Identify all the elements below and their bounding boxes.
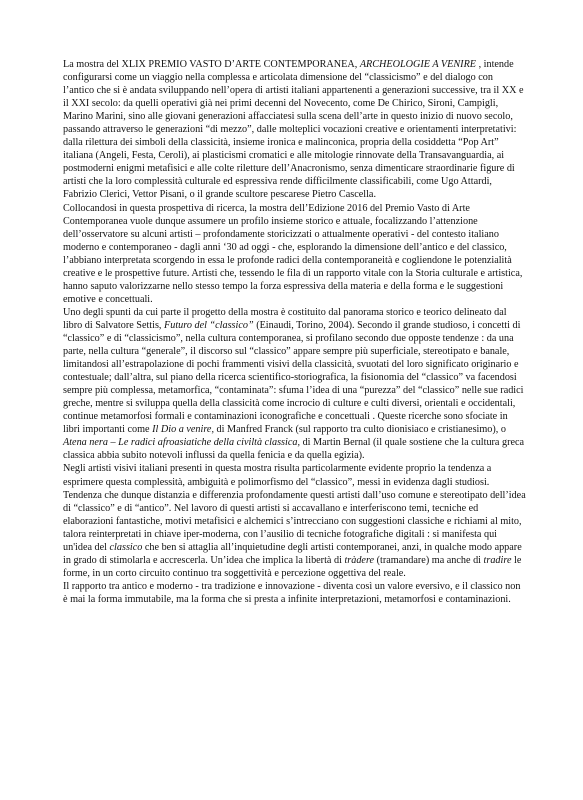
text-run: di Martin Bernal (il quale sostiene che la cultura greca classica abbia subito notevoli influssi da quella fenicia e da quella egizia). — [63, 437, 525, 462]
paragraph-settis — [63, 306, 526, 463]
italic-text-run: classico — [109, 541, 143, 553]
text-run: La mostra del XLIX PREMIO VASTO D’ARTE CONTEMPORANEA, — [63, 59, 360, 70]
italic-text-run: tràdere — [344, 554, 375, 566]
text-run: Negli artisti visivi italiani presenti in questa mostra risulta particolarmente evidente proprio la tendenza a esprimere questa complessità, ambiguità e polimorfismo del “classico”, messi in evidenza dagli studiosi. Tendenza che dunque distanzia e differenzia profondamente questi artisti dall’uso comune e stereotipato dell’idea di “classico” e di “antico”. Nel lavoro di questi artisti si accavallano e interferiscono temi, tecniche ed elaborazioni fantastiche, motivi metafisici e alchemici s’intrecciano con suggestioni classiche e richiami al mito, talora reinterpretati in chiave iper-moderna, con l’ausilio di tecniche fotografiche digitali : si manifesta qui un'idea del — [63, 463, 526, 553]
text-run: di Manfred Franck (sul rapporto tra culto dionisiaco e cristianesimo), o — [214, 424, 506, 436]
document-page — [63, 58, 526, 606]
text-run: , intende configurarsi come un viaggio nella complessa e articolata dimensione del “classicismo” e del dialogo con l’antico che si è andata sviluppando nell’opera di artisti italiani appartenenti a generazioni successive, tra il XX e il XXI secolo: da quelli operativi già nei primi decenni del Novecento, come De Chirico, Sironi, Campigli, Marino Marini, sino alle giovani generazioni affacciatesi sulla scena dell’arte in questo inizio di nuovo secolo, passando attraverso le generazioni “di mezzo”, dalle molteplici vocazioni creative e orientamenti interpretativi: dalla rilettura dei simboli della classicità, insieme ironica e malinconica, propria della cosiddetta “Pop Art” italiana (Angeli, Festa, Ceroli), ai plasticismi cromatici e alle mitologie rinnovate della Transavanguardia, ai postmoderni enigmi metafisici e alle colte riletture dell’Anacronismo, senza dimenticare straordinarie figure di artisti che la loro complessità culturale ed espressiva rende difficilmente classificabili, come Ugo Attardi, Fabrizio Clerici, Vettor Pisani, o il grande scultore pescarese Pietro Cascella. — [63, 59, 524, 201]
text-run: Uno degli spunti da cui parte il progetto della mostra è costituito dal panorama storico e teorico delineato dal libro di Salvatore Settis, — [63, 306, 507, 331]
italic-text-run: Il Dio a venire, — [152, 424, 214, 436]
text-run: Il rapporto tra antico e moderno - tra tradizione e innovazione - diventa così un valore eversivo, e il classico non è mai la forma immutabile, ma la forma che si presta a infinite interpretazioni, metamorfosi e contaminazioni. — [63, 580, 521, 605]
paragraph-intro — [63, 58, 526, 202]
text-run: che ben si attaglia all’inquietudine degli artisti contemporanei, anzi, in qualche modo appare in grado di stimolarla e accrescerla. Un’idea che implica la libertà di — [63, 541, 522, 566]
text-run: (Einaudi, Torino, 2004). Secondo il grande studioso, i concetti di “classico” e di “classicismo”, nella cultura contemporanea, si profilano secondo due opposte tendenze : da una parte, nella cultura “generale”, il discorso sul “classico” appare sempre più superficiale, stereotipato e banale, limitandosi all’estrapolazione di pochi frammenti visivi della classicità, svuotati del loro significato originario e contestuale; dall’altra, sul piano della ricerca scientifico-storiografica, la fisionomia del “classico” va facendosi sempre più complessa, metamorfica, “contaminata”: sfuma l’idea di una “purezza” del “classico” nelle sue radici greche, mentre si sviluppa quella della classicità come incrocio di culture e culti diversi, orientali e occidentali, continue metamorfosi formali e contaminazioni iconografiche e concettuali . Queste ricerche sono sfociate in libri importanti come — [63, 319, 524, 436]
italic-text-run: Atena nera – Le radici afroasiatiche della civiltà classica, — [63, 437, 301, 449]
paragraph-artists — [63, 462, 526, 579]
text-run: Collocandosi in questa prospettiva di ricerca, la mostra dell’Edizione 2016 del Premio Vasto di Arte Contemporanea vuole dunque assumere un profilo insieme storico e attuale, focalizzando l’attenzione dell’osservatore su alcuni artisti – profondamente storicizzati o attualmente operativi - del contesto italiano moderno e contemporaneo - dagli anni ‘30 ad oggi - che, esplorando la dimensione dell’antico e del classico, l’abbiano interpretata scorgendo in essa le profonde radici della contemporaneità e cogliendone le potenzialità creative e le prospettive future. Artisti che, tessendo le fila di un rapporto vitale con la Storia culturale e artistica, hanno saputo valorizzarne nello stesso tempo la forza espressiva della materia e della forma e le suggestioni emotive e concettuali. — [63, 202, 523, 305]
italic-text-run: ARCHEOLOGIE A VENIRE — [359, 59, 477, 70]
paragraph-conclusion — [63, 580, 526, 606]
text-run: le forme, in un corto circuito continuo tra soggettività e percezione oggettiva del reale. — [63, 554, 522, 579]
italic-text-run: Futuro del “classico” — [164, 319, 254, 331]
italic-text-run: tradire — [483, 554, 512, 566]
paragraph-perspective — [63, 202, 526, 306]
text-run: (tramandare) ma anche di — [374, 554, 484, 566]
